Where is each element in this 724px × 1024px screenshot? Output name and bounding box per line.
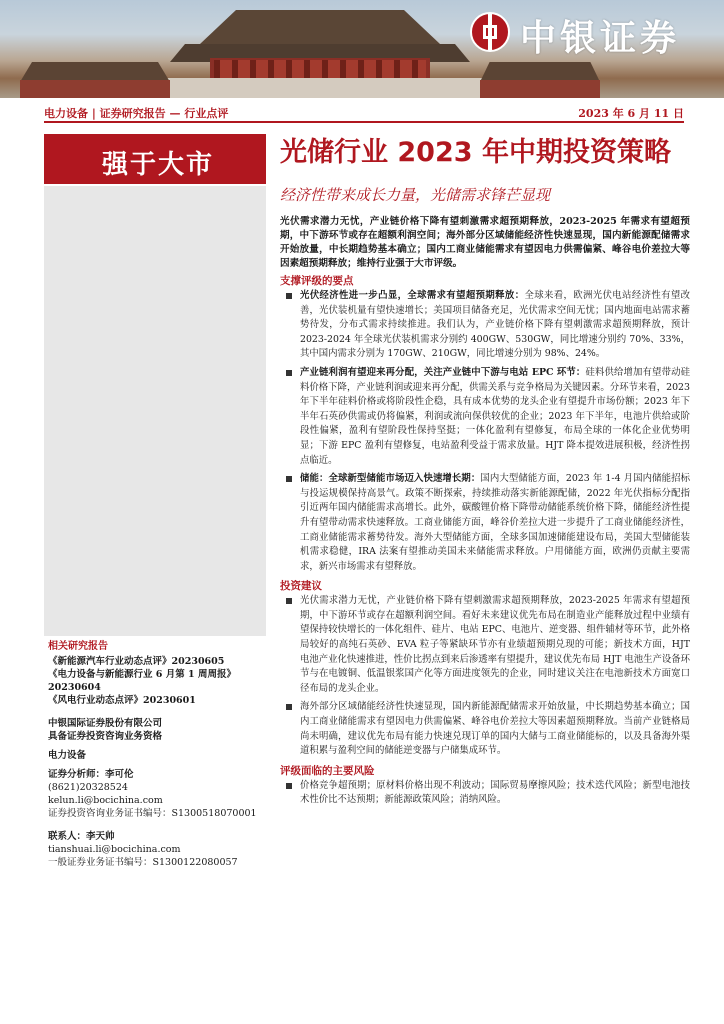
contact-email[interactable]: tianshuai.li@bocichina.com: [48, 844, 181, 855]
report-meta: [44, 102, 684, 122]
bank-of-china-logo-icon: [470, 12, 510, 52]
analyst-email[interactable]: kelun.li@bocichina.com: [48, 795, 163, 806]
brand-name: 中银证券: [520, 18, 681, 59]
palace-roof-image: [200, 10, 440, 44]
invest-point: 海外部分区域储能经济性快速显现，国内新能源配储需求开始放量，中长期趋势基本确立；国内工商业储能需求有望因电力供需偏紧、峰谷电价差拉大等因素超预期释放。当前产业链格局尚未明确，建议优先布局有能力快速兑现订单的国内大储与工商业储能标的，以及具备海外渠道积累与盈利空间的储能逆变器与户储集成环节。: [280, 700, 690, 758]
risk-point: 价格竞争超预期；原材料价格出现不利波动；国际贸易摩擦风险；技术迭代风险；新型电池技术性价比不达预期；新能源政策风险；消纳风险。: [280, 779, 690, 808]
report-category: 电力设备 | 证券研究报告 — 行业点评: [44, 107, 229, 120]
analyst-cert: 证券投资咨询业务证书编号：S1300518070001: [48, 808, 257, 819]
report-subtitle: 经济性带来成长力量，光储需求锋芒显现: [280, 186, 551, 204]
rating-badge: 强于大市: [44, 134, 266, 184]
analyst-name: 证券分析师：李可伦: [48, 769, 134, 780]
related-report-item[interactable]: 《新能源汽车行业动态点评》20230605: [48, 656, 225, 667]
summary-paragraph: 光伏需求潜力无忧，产业链价格下降有望刺激需求超预期释放，2023-2025 年需求有望超预期，中下游环节或存在超额利润空间；海外部分区域储能经济性快速显现，国内新能源配储需求开始放量，中长期趋势基本确立；国内工商业储能需求有望因电力供需偏紧、峰谷电价差拉大等因素超预期释放；维持行业强于大市评级。: [280, 216, 690, 269]
report-date: 2023 年 6 月 11 日: [578, 107, 684, 120]
sidebar-panel: [44, 186, 266, 636]
related-reports-title: 相关研究报告: [48, 641, 108, 652]
palace-terrace-image: [150, 78, 490, 98]
analyst-phone: (8621)20328524: [48, 782, 128, 793]
side-wall-right-image: [480, 80, 600, 98]
related-report-item[interactable]: 《电力设备与新能源行业 6 月第 1 周周报》20230604: [48, 669, 236, 693]
industry-label: 电力设备: [48, 750, 87, 761]
support-point: 产业链利润有望迎来再分配，关注产业链中下游与电站 EPC 环节：硅料供给增加有望带动硅料价格下降，产业链利润或迎来再分配，供需关系与竞争格局为关键因素。分环节来看，2023 年下半年硅料价格或将阶段性企稳，具有成本优势的龙头企业有望提升市场份额；2023 年下半年石英砂供需或仍将偏紧，利润或流向保供较优的企业；2023 年下半年，电池片供给或阶段性偏紧，盈利有望阶段性保持坚挺；一体化盈利有望修复，布局全球的一体化企业优势明显；下游 EPC 盈利有望修复，电站盈利受益于需求放量。HJT 降本提效进展积极，经济性拐点临近。: [280, 366, 690, 468]
palace-columns-image: [214, 60, 426, 78]
side-building-right-image: [480, 62, 600, 82]
brand-logo: [460, 0, 724, 62]
company-qualification: 具备证券投资咨询业务资格: [48, 731, 163, 742]
header-divider: [44, 121, 684, 123]
header-banner: [0, 0, 724, 98]
company-name: 中银国际证券股份有限公司: [48, 718, 163, 729]
related-report-item[interactable]: 《风电行业动态点评》20230601: [48, 695, 196, 706]
invest-point: 光伏需求潜力无忧，产业链价格下降有望刺激需求超预期释放，2023-2025 年需求有望超预期，中下游环节或存在超额利润空间。看好未来建议优先布局在制造业产能释放过程中业绩有望保持较快增长的一体化组件、硅片、电站 EPC、电池片、逆变器、组件辅材等环节，此外格局较好的高纯石英砂、EVA 粒子等紧缺环节亦有业绩超预期兑现的可能；新技术方面，HJT 电池产业化快速推进，性价比拐点到来后渗透率有望提升，建议优先布局 HJT 电池生产设备环节与在电镀铜、低温银浆国产化等方面进度领先的企业，同时建议关注在电池新技术方面宽口径布局的龙头企业。: [280, 594, 690, 696]
side-wall-left-image: [20, 80, 170, 98]
support-point: 光伏经济性进一步凸显，全球需求有望超预期释放：全球来看，欧洲光伏电站经济性有望改善，光伏装机量有望快速增长；美国项目储备充足，光伏需求空间无忧；国内地面电站需求蓄势待发，分布式需求持续推进。我们认为，产业链价格下降有望刺激需求超预期释放，预计 2023-2024 年全球光伏装机需求分别约 400GW、530GW，同比增速分别约 70%、33%，其中国内需求分别为 170GW、210GW，同比增速分别为 98%、24%。: [280, 289, 690, 362]
contact-cert: 一般证券业务证书编号：S1300122080057: [48, 857, 238, 868]
section-heading-support: 支撑评级的要点: [280, 275, 354, 287]
section-heading-invest: 投资建议: [280, 580, 322, 593]
side-building-left-image: [20, 62, 170, 82]
contact-name: 联系人：李天帅: [48, 831, 115, 842]
main-content: [280, 132, 690, 812]
sidebar-info: [48, 640, 268, 869]
report-title: 光储行业 2023 年中期投资策略: [280, 137, 671, 168]
support-point: 储能：全球新型储能市场迈入快速增长期：国内大型储能方面，2023 年 1-4 月国内储能招标与投运规模保持高景气。政策不断探索，持续推动落实新能源配储，2022 年光伏指标分配指引近两年国内储能需求高增长。此外，碳酸锂价格下降带动储能系统价格下降，储能经济性提升有望带动需求快速释放。工商业储能方面，峰谷价差拉大进一步提升了工商业储能经济性，工商业储能需求蓄势待发。海外大型储能方面，全球多国加速储能建设布局，美国大型储能装机需求稳健，IRA 法案有望推动美国未来储能需求释放。户用储能方面，欧洲仍贡献主要需求，新兴市场需求有望释放。: [280, 472, 690, 574]
section-heading-risk: 评级面临的主要风险: [280, 764, 375, 777]
